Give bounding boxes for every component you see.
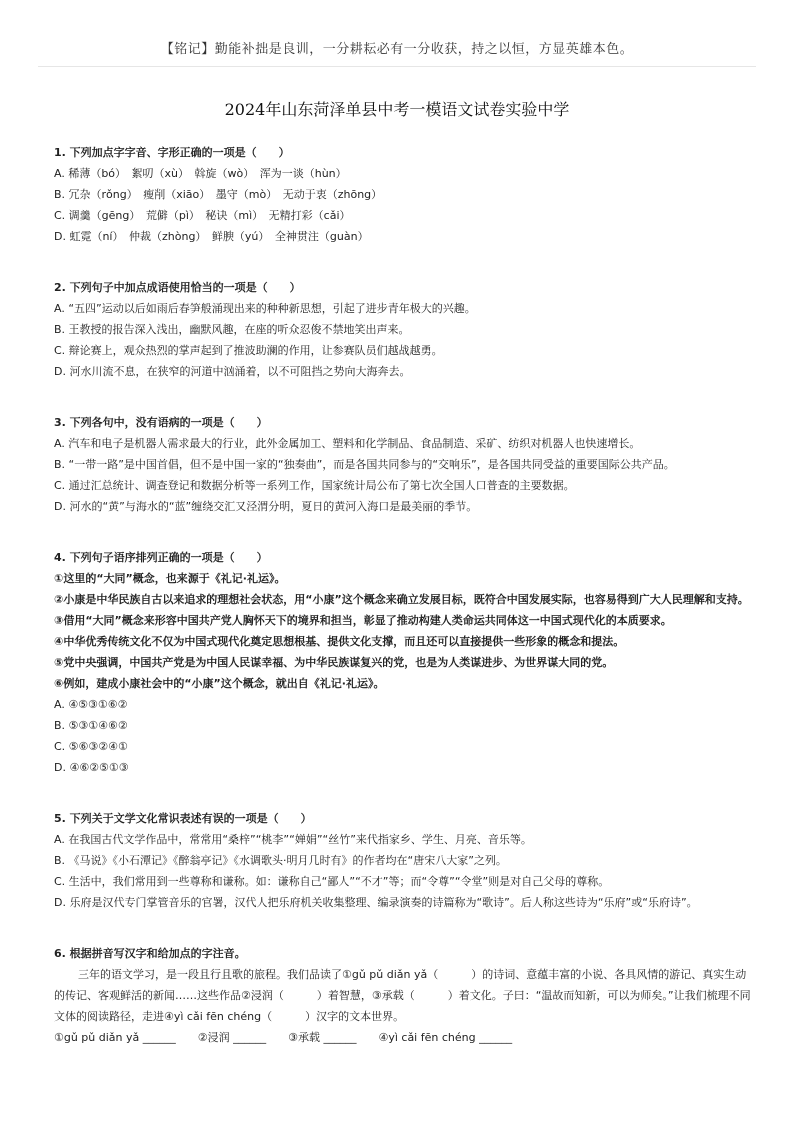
option-c[interactable]: C. 辩论赛上，观众热烈的掌声起到了推波助澜的作用，让参赛队员们越战越勇。 — [54, 344, 443, 357]
sentence-1: ①这里的“大同”概念，也来源于《礼记·礼运》。 — [54, 572, 286, 585]
sentence-6: ⑥例如，建成小康社会中的“小康”这个概念，就出自《礼记·礼运》。 — [54, 677, 385, 690]
option-d[interactable]: D. ④⑥②⑤①③ — [54, 761, 129, 774]
sentence-4: ④中华优秀传统文化不仅为中国式现代化奠定思想根基、提供文化支撑，而且还可以直接提供一些形象的概念和提法。 — [54, 635, 625, 648]
option-a[interactable]: A. 稀薄（bó） 絮叨（xù） 斡旋（wò） 浑为一谈（hùn） — [54, 167, 347, 180]
question-list — [54, 142, 754, 1078]
option-c[interactable]: C. 调羹（gēng） 荒僻（pì） 秘诀（mì） 无精打彩（cǎi） — [54, 209, 351, 222]
question-passage: 三年的语文学习，是一段且行且歌的旅程。我们品读了①gǔ pǔ diǎn yǎ（ ）的诗词、意蕴丰富的小说、各具风情的游记、真实生动的传记、客观鲜活的新闻……这些作品②浸润（ ）着智慧，③承载（ ）着文化。子曰：“温故而知新，可以为师矣。”让我们梳理不同文体的阅读路径，走进④yì cǎi fēn chéng（ ）汉字的文本世界。 — [54, 968, 751, 1023]
motto-header: 【铭记】勤能补拙是良训，一分耕耘必有一分收获，持之以恒，方显英雄本色。 — [160, 42, 634, 57]
option-d[interactable]: D. 河水川流不息，在狭窄的河道中汹涌着，以不可阻挡之势向大海奔去。 — [54, 365, 411, 378]
option-b[interactable]: B. “一带一路”是中国首倡，但不是中国一家的“独奏曲”，而是各国共同参与的“交响乐”，是各国共同受益的重要国际公共产品。 — [54, 458, 675, 471]
option-a[interactable]: A. 在我国古代文学作品中，常常用“桑梓”“桃李”“婵娟”“丝竹”来代指家乡、学生、月亮、音乐等。 — [54, 833, 532, 846]
sentence-3: ③借用“大同”概念来形容中国共产党人胸怀天下的境界和担当，彰显了推动构建人类命运共同体这一中国式现代化的本质要求。 — [54, 614, 672, 627]
question-2 — [54, 277, 754, 382]
question-6 — [54, 943, 754, 1048]
question-stem: 1. 下列加点字字音、字形正确的一项是（ ） — [54, 146, 290, 159]
question-3 — [54, 412, 754, 517]
question-5 — [54, 808, 754, 913]
question-stem: 6. 根据拼音写汉字和给加点的字注音。 — [54, 947, 246, 960]
answer-blanks[interactable]: ①gǔ pǔ diǎn yǎ ______ ②浸润 ______ ③承载 ______ ④yì cǎi fēn chéng ______ — [54, 1031, 513, 1044]
option-c[interactable]: C. 通过汇总统计、调查登记和数据分析等一系列工作，国家统计局公布了第七次全国人口普查的主要数据。 — [54, 479, 575, 492]
sentence-5: ⑤党中央强调，中国共产党是为中国人民谋幸福、为中华民族谋复兴的党，也是为人类谋进步、为世界谋大同的党。 — [54, 656, 614, 669]
page-title: 2024年山东菏泽单县中考一模语文试卷实验中学 — [224, 100, 570, 119]
option-a[interactable]: A. ④⑤③①⑥② — [54, 698, 128, 711]
question-1 — [54, 142, 754, 247]
option-a[interactable]: A. “五四”运动以后如雨后春笋般涌现出来的种种新思想，引起了进步青年极大的兴趣。 — [54, 302, 476, 315]
option-a[interactable]: A. 汽车和电子是机器人需求最大的行业，此外金属加工、塑料和化学制品、食品制造、采矿、纺织对机器人也快速增长。 — [54, 437, 641, 450]
option-d[interactable]: D. 河水的“黄”与海水的“蓝”缠绕交汇又泾渭分明，夏日的黄河入海口是最美丽的季节。 — [54, 500, 478, 513]
option-c[interactable]: C. ⑤⑥③②④① — [54, 740, 128, 753]
option-b[interactable]: B. 《马说》《小石潭记》《醉翁亭记》《水调歌头·明月几时有》的作者均在“唐宋八大家”之列。 — [54, 854, 507, 867]
question-4 — [54, 547, 754, 778]
option-c[interactable]: C. 生活中，我们常用到一些尊称和谦称。如：谦称自己“鄙人”“不才”等；而“令尊”“令堂”则是对自己父母的尊称。 — [54, 875, 610, 888]
question-stem: 3. 下列各句中，没有语病的一项是（ ） — [54, 416, 268, 429]
question-stem: 5. 下列关于文学文化常识表述有误的一项是（ ） — [54, 812, 312, 825]
option-b[interactable]: B. ⑤③①④⑥② — [54, 719, 128, 732]
question-stem: 4. 下列句子语序排列正确的一项是（ ） — [54, 551, 268, 564]
question-stem: 2. 下列句子中加点成语使用恰当的一项是（ ） — [54, 281, 301, 294]
header-divider — [38, 66, 756, 67]
option-b[interactable]: B. 冗杂（rǒng） 瘦削（xiāo） 墨守（mò） 无动于衷（zhōng） — [54, 188, 383, 201]
option-d[interactable]: D. 乐府是汉代专门掌管音乐的官署，汉代人把乐府机关收集整理、编录演奏的诗篇称为“歌诗”。后人称这些诗为“乐府”或“乐府诗”。 — [54, 896, 698, 909]
sentence-2: ②小康是中华民族自古以来追求的理想社会状态，用“小康”这个概念来确立发展目标，既符合中国发展实际，也容易得到广大人民理解和支持。 — [54, 593, 749, 606]
option-d[interactable]: D. 虹霓（ní） 仲裁（zhòng） 鲜腴（yú） 全神贯注（guàn） — [54, 230, 369, 243]
option-b[interactable]: B. 王教授的报告深入浅出，幽默风趣，在座的听众忍俊不禁地笑出声来。 — [54, 323, 410, 336]
